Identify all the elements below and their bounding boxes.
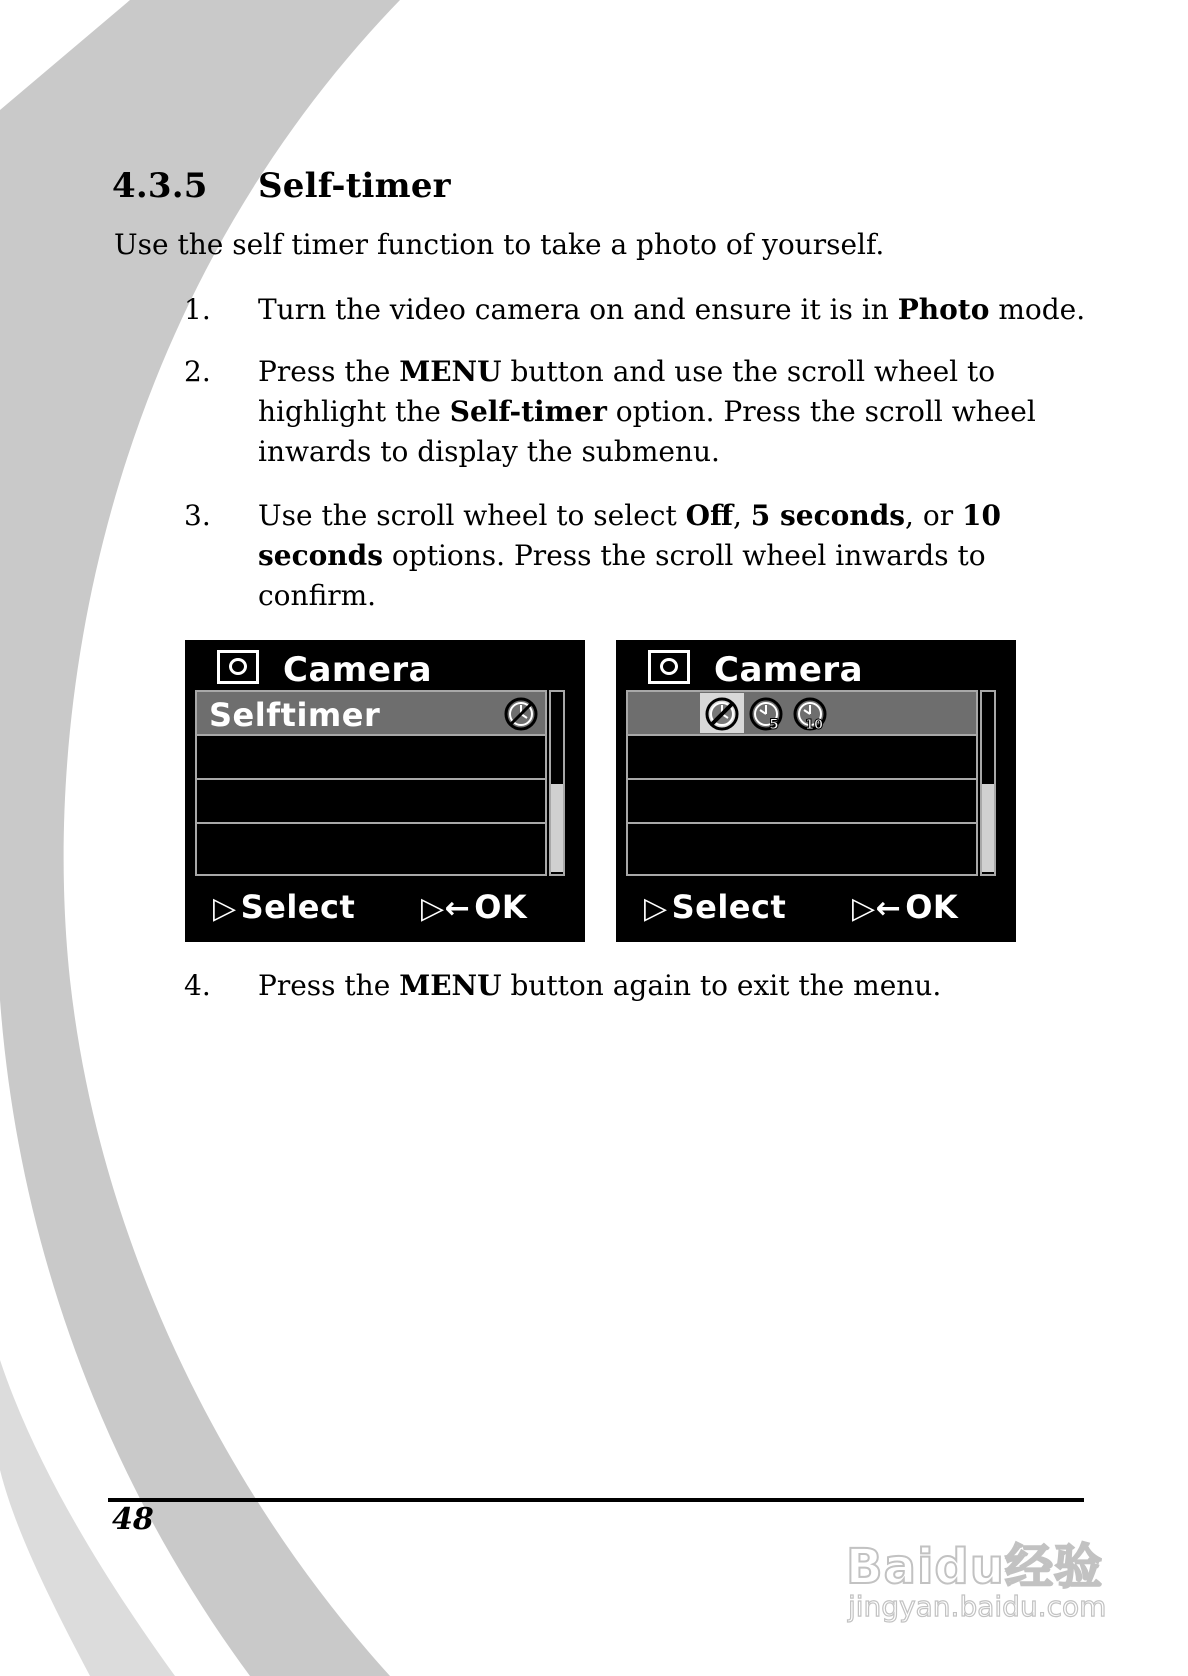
step-number: 1.: [184, 293, 211, 326]
menu-item-empty: [628, 824, 976, 868]
menu-item-selftimer[interactable]: [197, 692, 545, 736]
intro-paragraph: Use the self timer function to take a photo of yourself.: [114, 228, 885, 261]
step-number: 4.: [184, 969, 211, 1002]
step-number: 3.: [184, 499, 211, 532]
menu-item-empty: [628, 780, 976, 824]
camera-icon: [217, 650, 259, 684]
scroll-wheel-icon: ▷: [213, 891, 237, 926]
scrollbar[interactable]: [980, 690, 996, 876]
step-text: Turn the video camera on and ensure it is in Photo mode.: [258, 293, 1086, 326]
camera-menu-screen-left: [185, 640, 585, 942]
screen-title: Camera: [714, 650, 864, 690]
menu-item-empty: [197, 780, 545, 824]
section-number: 4.3.5: [112, 166, 208, 206]
menu-item-empty: [197, 824, 545, 868]
footer-rule: [108, 1498, 1084, 1502]
scroll-wheel-icon: ▷: [644, 891, 668, 926]
page-number: 48: [112, 1502, 154, 1537]
press-wheel-icon: ▷←: [421, 891, 471, 926]
menu-item-label: Selftimer: [209, 696, 381, 734]
svg-text:10: 10: [804, 718, 824, 732]
scroll-thumb[interactable]: [982, 784, 994, 872]
menu-list: [195, 690, 547, 876]
timer-5s-icon[interactable]: [748, 696, 784, 732]
screen-title: Camera: [283, 650, 433, 690]
timer-10s-icon[interactable]: [792, 696, 828, 732]
camera-menu-screen-right: [616, 640, 1016, 942]
footer-select-hint: ▷ Select: [644, 888, 787, 926]
timer-off-icon[interactable]: [704, 696, 740, 732]
scroll-thumb[interactable]: [551, 784, 563, 872]
step-text: Use the scroll wheel to select Off, 5 seconds, or 10 seconds options. Press the scroll wheel inwards to confirm.: [258, 499, 1001, 612]
menu-item-empty: [628, 736, 976, 780]
step-text: Press the MENU button and use the scroll wheel to highlight the Self-timer option. Press the scroll wheel inwards to display the submenu.: [258, 355, 1036, 468]
svg-text:5: 5: [769, 717, 779, 732]
watermark-brand: Baidu经验: [846, 1539, 1103, 1595]
footer-select-hint: ▷ Select: [213, 888, 356, 926]
section-heading: [112, 166, 451, 206]
section-title: Self-timer: [258, 166, 451, 206]
timer-off-icon: [503, 696, 539, 732]
submenu-timer-options: [628, 692, 976, 736]
footer-ok-hint: ▷← OK: [852, 888, 959, 926]
menu-item-empty: [197, 736, 545, 780]
step-number: 2.: [184, 355, 211, 388]
scrollbar[interactable]: [549, 690, 565, 876]
menu-list: [626, 690, 978, 876]
step-text: Press the MENU button again to exit the menu.: [258, 969, 942, 1002]
baidu-watermark: [840, 1520, 1140, 1630]
footer-ok-hint: ▷← OK: [421, 888, 528, 926]
camera-icon: [648, 650, 690, 684]
watermark-url: jingyan.baidu.com: [848, 1590, 1107, 1623]
press-wheel-icon: ▷←: [852, 891, 902, 926]
